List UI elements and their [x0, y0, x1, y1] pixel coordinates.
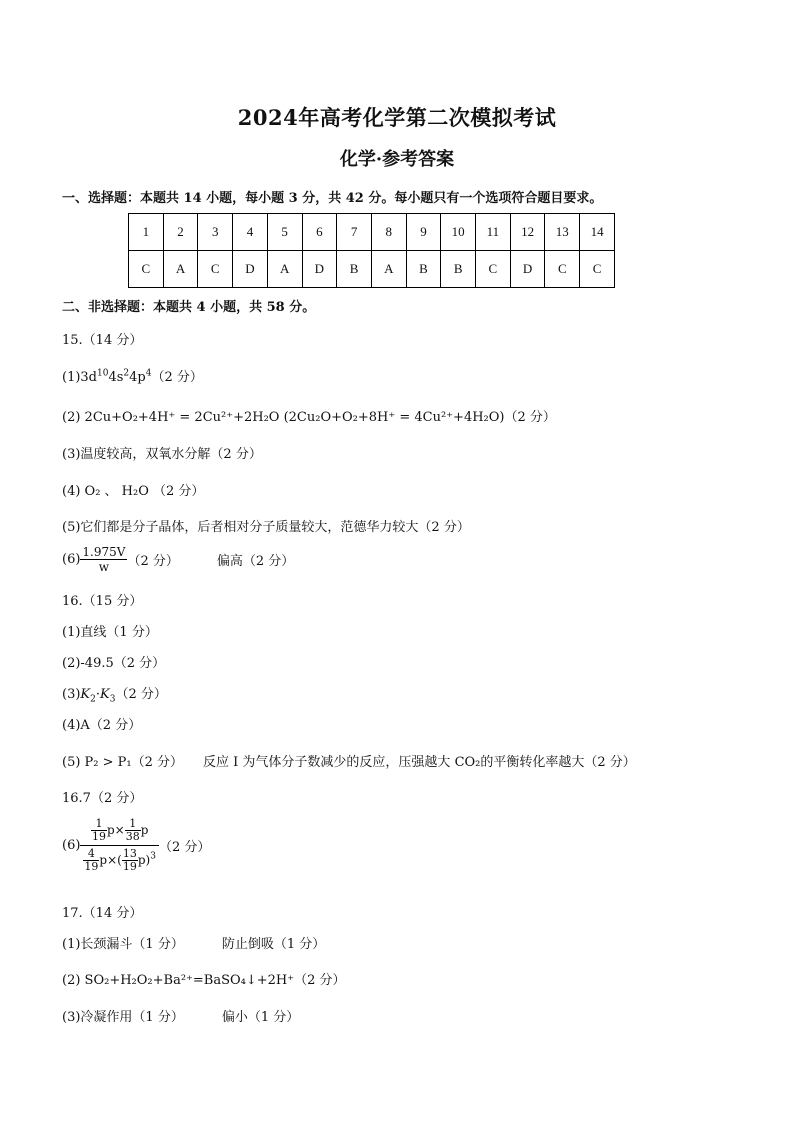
answer-cell: A: [267, 251, 302, 288]
answer-cell: A: [371, 251, 406, 288]
q15-answer-4: (4) O₂ 、 H₂O （2 分）: [62, 484, 205, 499]
q16-answer-2: (2)-49.5（2 分）: [62, 656, 166, 671]
question-number-cell: 12: [510, 214, 545, 251]
answer-cell: D: [233, 251, 268, 288]
q15-answer-6-fraction: $\frac{1.975V}{w}$: [82, 545, 126, 574]
answer-cell: C: [198, 251, 233, 288]
q17-answer-2: (2) SO₂+H₂O₂+Ba²⁺=BaSO₄↓+2H⁺（2 分）: [62, 973, 346, 988]
q16-answer-6-fraction: $\frac{1}{19}$ p× $\frac{1}{38}$ p $\frac{4}{19}$ p×( $\frac{13}{19}$ p)$^3$: [80, 818, 159, 873]
q17-header: 17.（14 分）: [62, 906, 143, 921]
page-title: 2024年高考化学第二次模拟考试: [237, 105, 557, 130]
answer-cell: C: [476, 251, 511, 288]
q17-answer-1: (1)长颈漏斗（1 分） 防止倒吸（1 分）: [62, 937, 326, 952]
q15-answer-3: (3)温度较高，双氧水分解（2 分）: [62, 447, 262, 462]
q15-answer-2: (2) 2Cu+O₂+4H⁺ = 2Cu²⁺+2H₂O (2Cu₂O+O₂+8H⁺ = 4Cu²⁺+4H₂O)（2 分）: [62, 410, 556, 425]
answer-cell: D: [302, 251, 337, 288]
q15-header: 15.（14 分）: [62, 333, 143, 348]
section-1-heading: 一、选择题：本题共 14 小题，每小题 3 分，共 42 分。每小题只有一个选项符合题目要求。: [62, 191, 603, 206]
q16-answer-5: (5) P₂ > P₁（2 分） 反应 I 为气体分子数减少的反应，压强越大 CO₂的平衡转化率越大（2 分）: [62, 755, 636, 770]
answer-cell: C: [129, 251, 164, 288]
q16-answer-1: (1)直线（1 分）: [62, 625, 158, 640]
q16-header: 16.（15 分）: [62, 594, 143, 609]
q17-answer-3: (3)冷凝作用（1 分） 偏小（1 分）: [62, 1010, 300, 1025]
q15-answer-1: $(1)3d^{10}4s^24p^4(2$ 分）: [62, 368, 203, 385]
question-number-cell: 6: [302, 214, 337, 251]
answer-table-number-row: [129, 214, 615, 251]
answer-cell: B: [441, 251, 476, 288]
question-number-cell: 5: [267, 214, 302, 251]
q15-answer-5: (5)它们都是分子晶体，后者相对分子质量较大，范德华力较大（2 分）: [62, 520, 470, 535]
q16-answer-3: $(3)K_2\cdot K_3(2$ 分）: [62, 687, 167, 705]
answer-cell: B: [406, 251, 441, 288]
question-number-cell: 11: [476, 214, 511, 251]
answer-cell: A: [163, 251, 198, 288]
answer-cell: C: [580, 251, 615, 288]
answer-table-answer-row: [129, 251, 615, 288]
question-number-cell: 8: [371, 214, 406, 251]
question-number-cell: 1: [129, 214, 164, 251]
question-number-cell: 10: [441, 214, 476, 251]
question-number-cell: 4: [233, 214, 268, 251]
question-number-cell: 3: [198, 214, 233, 251]
answer-cell: C: [545, 251, 580, 288]
answer-cell: B: [337, 251, 372, 288]
question-number-cell: 7: [337, 214, 372, 251]
question-number-cell: 14: [580, 214, 615, 251]
q15-answer-6: (6) $\frac{1.975V}{w}$ （2 分） 偏高（2 分）: [62, 545, 295, 574]
section-2-heading: 二、非选择题：本题共 4 小题，共 58 分。: [62, 300, 316, 315]
answer-table: [128, 213, 615, 288]
q16-answer-6: (6) $\frac{1}{19}$ p× $\frac{1}{38}$ p $\frac{4}{19}$ p×( $\frac{13}{19}$ p)$^3$ （2 分）: [62, 817, 211, 873]
answer-cell: D: [510, 251, 545, 288]
question-number-cell: 9: [406, 214, 441, 251]
q16-answer-5-continued: 16.7（2 分）: [62, 791, 143, 806]
q16-answer-4: (4)A（2 分）: [62, 718, 142, 733]
page-subtitle: 化学·参考答案: [339, 149, 455, 170]
question-number-cell: 2: [163, 214, 198, 251]
question-number-cell: 13: [545, 214, 580, 251]
